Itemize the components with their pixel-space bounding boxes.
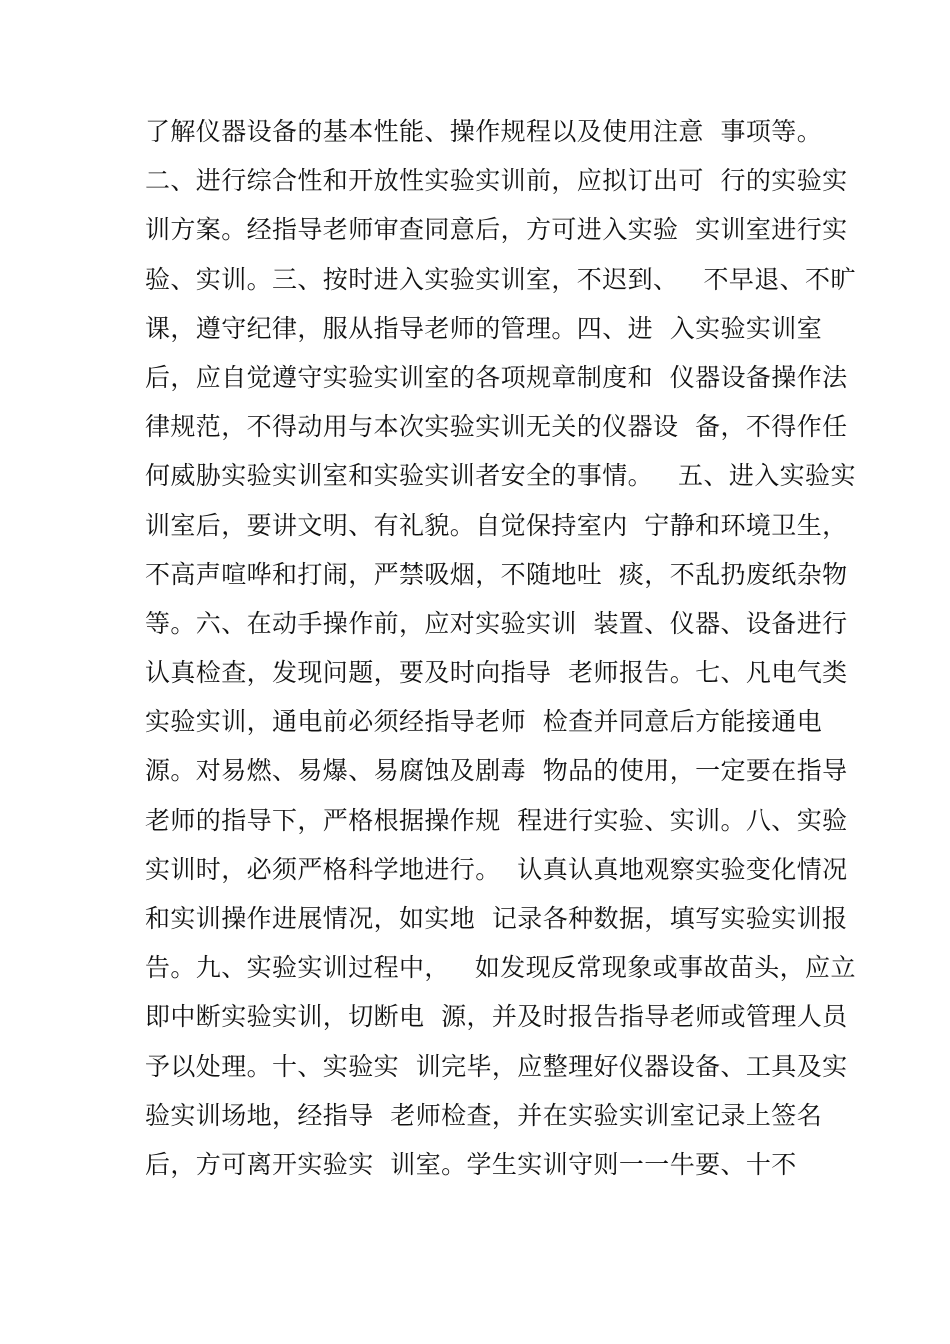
text-line: 律规范，不得动用与本次实验实训无关的仪器设 备，不得作任 — [145, 412, 848, 442]
text-line: 训室后，要讲文明、有礼貌。自觉保持室内 宁静和环境卫生， — [145, 510, 848, 540]
text-line: 训方案。经指导老师审查同意后，方可进入实验 实训室进行实 — [145, 215, 848, 245]
text-line: 验实训场地，经指导 老师检查，并在实验实训室记录上签名 — [145, 1100, 823, 1130]
text-line: 不高声喧哗和打闹，严禁吸烟，不随地吐 痰，不乱扔废纸杂物 — [145, 559, 848, 589]
text-line: 后，应自觉遵守实验实训室的各项规章制度和 仪器设备操作法 — [145, 362, 848, 392]
text-line: 实训时，必须严格科学地进行。 认真认真地观察实验变化情况 — [145, 854, 848, 884]
text-line: 了解仪器设备的基本性能、操作规程以及使用注意 事项等。 — [145, 117, 823, 146]
text-line: 认真检查，发现问题，要及时向指导 老师报告。七、凡电气类 — [145, 658, 848, 688]
text-line: 验、实训。三、按时进入实验实训室，不迟到、 不早退、不旷 — [145, 264, 856, 294]
text-line: 和实训操作进展情况，如实地 记录各种数据，填写实验实训报 — [145, 904, 848, 933]
text-line: 等。六、在动手操作前，应对实验实训 装置、仪器、设备进行 — [145, 608, 848, 638]
text-line: 即中断实验实训，切断电 源，并及时报告指导老师或管理人员 — [145, 1002, 848, 1032]
body-text — [145, 107, 856, 1189]
text-line: 后，方可离开实验实 训室。学生实训守则一一牛要、十不 — [145, 1149, 797, 1179]
text-line: 告。九、实验实训过程中， 如发现反常现象或事故苗头，应立 — [145, 953, 856, 983]
text-line: 何威胁实验实训室和实验实训者安全的事情。 五、进入实验实 — [145, 461, 856, 491]
text-line: 源。对易燃、易爆、易腐蚀及剧毒 物品的使用，一定要在指导 — [145, 756, 848, 786]
text-line: 实验实训，通电前必须经指导老师 检查并同意后方能接通电 — [145, 707, 823, 737]
text-line: 二、进行综合性和开放性实验实训前，应拟订出可 行的实验实 — [145, 166, 848, 196]
text-line: 课，遵守纪律，服从指导老师的管理。四、进 入实验实训室 — [145, 313, 823, 343]
text-line: 老师的指导下，严格根据操作规 程进行实验、实训。八、实验 — [145, 805, 848, 835]
text-line: 予以处理。十、实验实 训完毕，应整理好仪器设备、工具及实 — [145, 1051, 848, 1081]
